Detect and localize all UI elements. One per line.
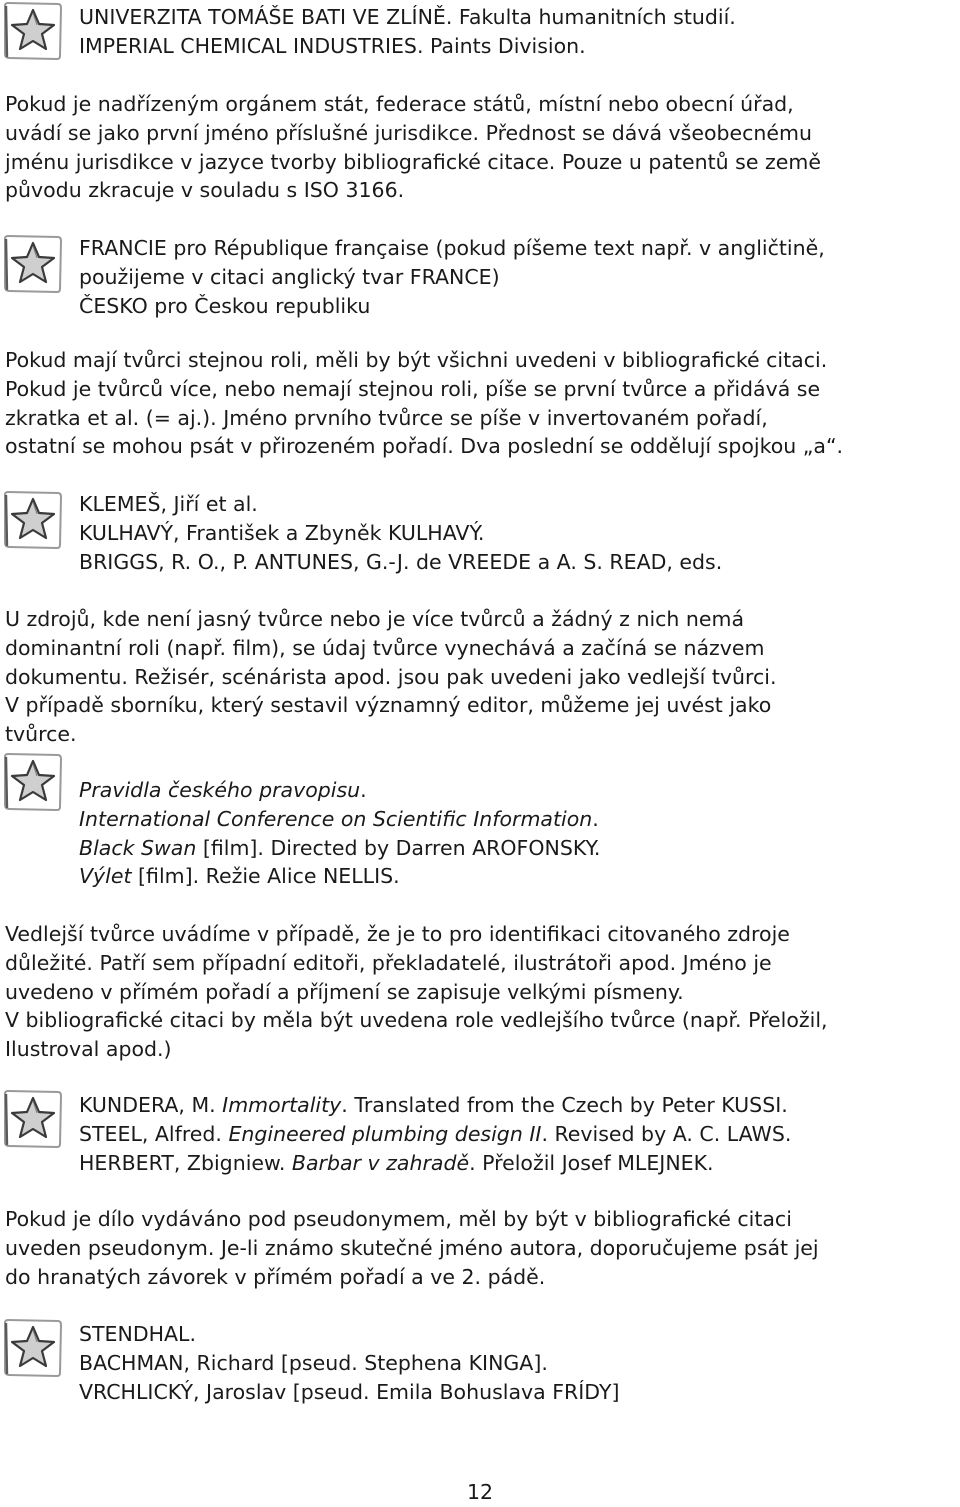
paragraph-line: Pokud je dílo vydáváno pod pseudonymem, měl by být v bibliografické citaci <box>5 1207 792 1231</box>
example-line: IMPERIAL CHEMICAL INDUSTRIES. Paints Division. <box>79 33 586 58</box>
example-author: KUNDERA, M. <box>79 1093 223 1117</box>
example-title: Barbar v zahradě <box>291 1150 470 1175</box>
example-author: STEEL, Alfred. <box>79 1121 229 1146</box>
paragraph-line: Pokud je nadřízeným orgánem stát, federace států, místní nebo obecní úřad, <box>5 92 794 116</box>
paragraph-line: V bibliografické citaci by měla být uvedena role vedlejšího tvůrce (např. Přeložil, <box>5 1008 828 1033</box>
example-line <box>79 1149 955 1178</box>
example-rest: . <box>592 806 599 831</box>
paragraph-line: zkratka et al. (= aj.). Jméno prvního tvůrce se píše v invertovaném pořadí, <box>5 405 768 430</box>
example-line: STENDHAL. <box>79 1322 196 1346</box>
star-icon <box>3 490 63 550</box>
example-line: BACHMAN, Richard [pseud. Stephena KINGA]. <box>79 1350 548 1375</box>
paragraph-line: U zdrojů, kde není jasný tvůrce nebo je více tvůrců a žádný z nich nemá <box>5 607 745 631</box>
paragraph-line: V případě sborníku, který sestavil významný editor, můžeme jej uvést jako <box>5 693 772 718</box>
paragraph-line: dominantní roli (např. film), se údaj tvůrce vynechává a začíná se názvem <box>5 635 765 660</box>
paragraph-line: Pokud mají tvůrci stejnou roli, měli by být všichni uvedeni v bibliografické citaci. <box>5 348 828 372</box>
paragraph-line: uveden pseudonym. Je-li známo skutečné jméno autora, doporučujeme psát jej <box>5 1235 819 1260</box>
example-line: KULHAVÝ, František a Zbyněk KULHAVÝ. <box>79 520 485 545</box>
example-line <box>79 1091 955 1120</box>
example-rest: [film]. Directed by Darren AROFONSKY. <box>196 835 601 860</box>
example-author: HERBERT, Zbigniew. <box>79 1150 292 1175</box>
paragraph-line: uvádí se jako první jméno příslušné jurisdikce. Přednost se dává všeobecnému <box>5 120 812 145</box>
example-block-secondary <box>79 1091 955 1177</box>
example-block-pseudonyms <box>79 1320 955 1406</box>
paragraph-line: ostatní se mohou psát v přirozeném pořadí. Dva poslední se oddělují spojkou „a“. <box>5 434 844 459</box>
example-rest: . Translated from the Czech by Peter KUSSI. <box>341 1093 788 1117</box>
example-block-university <box>79 3 955 61</box>
star-icon <box>3 1089 63 1149</box>
paragraph-line: Ilustroval apod.) <box>5 1037 172 1062</box>
paragraph-line: dokumentu. Režisér, scénárista apod. jsou pak uvedeni jako vedlejší tvůrci. <box>5 664 777 689</box>
paragraph-line: důležité. Patří sem případní editoři, překladatelé, ilustrátoři apod. Jméno je <box>5 950 772 975</box>
example-title: Black Swan <box>79 835 197 860</box>
paragraph-line: uvedeno v přímém pořadí a příjmení se zapisuje velkými písmeny. <box>5 979 684 1004</box>
paragraph-line: Vedlejší tvůrce uvádíme v případě, že je to pro identifikaci citovaného zdroje <box>5 922 790 946</box>
paragraph-creators <box>5 346 955 461</box>
example-line: BRIGGS, R. O., P. ANTUNES, G.-J. de VREEDE a A. S. READ, eds. <box>79 549 723 574</box>
example-line <box>79 862 955 891</box>
paragraph-line: tvůrce. <box>5 722 77 747</box>
example-title: Pravidla českého pravopisu <box>79 778 361 802</box>
paragraph-unclear-creator <box>5 605 955 749</box>
example-line <box>79 805 955 834</box>
example-line: UNIVERZITA TOMÁŠE BATI VE ZLÍNĚ. Fakultа humanitních studií. <box>79 5 736 29</box>
example-line: VRCHLICKÝ, Jaroslav [pseud. Emila Bohuslava FRÍDY] <box>79 1379 620 1404</box>
page-number: 12 <box>466 1480 494 1504</box>
paragraph-secondary-creator <box>5 920 955 1064</box>
paragraph-line: původu zkracuje v souladu s ISO 3166. <box>5 178 405 203</box>
example-line: FRANCIE pro République française (pokud píšeme text např. v angličtině, <box>79 236 825 260</box>
example-block-titles <box>79 776 955 891</box>
paragraph-line: jménu jurisdikce v jazyce tvorby bibliografické citace. Pouze u patentů se země <box>5 149 821 174</box>
star-icon <box>3 234 63 294</box>
example-title: International Conference on Scientific Information <box>79 806 593 831</box>
example-title: Engineered plumbing design II <box>228 1121 542 1146</box>
example-rest: . <box>360 778 367 802</box>
paragraph-line: Pokud je tvůrců více, nebo nemají stejnou roli, píše se první tvůrce a přidává se <box>5 376 821 401</box>
example-rest: [film]. Režie Alice NELLIS. <box>131 864 400 889</box>
star-icon <box>3 1 63 61</box>
star-icon <box>3 752 63 812</box>
example-line <box>79 1120 955 1149</box>
example-block-countries <box>79 234 955 320</box>
example-line <box>79 834 955 863</box>
paragraph-pseudonym <box>5 1205 955 1291</box>
example-title: Výlet <box>79 864 132 889</box>
example-line <box>79 776 955 805</box>
example-rest: . Přeložil Josef MLEJNEK. <box>469 1150 714 1175</box>
example-line: KLEMEŠ, Jiří et al. <box>79 492 258 516</box>
example-title: Immortality <box>222 1093 342 1117</box>
example-line: použijeme v citaci anglický tvar FRANCE) <box>79 264 500 289</box>
paragraph-line: do hranatých závorek v přímém pořadí a ve 2. pádě. <box>5 1264 546 1289</box>
example-block-creators <box>79 490 955 576</box>
example-rest: . Revised by A. C. LAWS. <box>541 1121 792 1146</box>
paragraph-jurisdiction <box>5 90 955 205</box>
example-line: ČESKO pro Českou republiku <box>79 293 371 318</box>
star-icon <box>3 1318 63 1378</box>
